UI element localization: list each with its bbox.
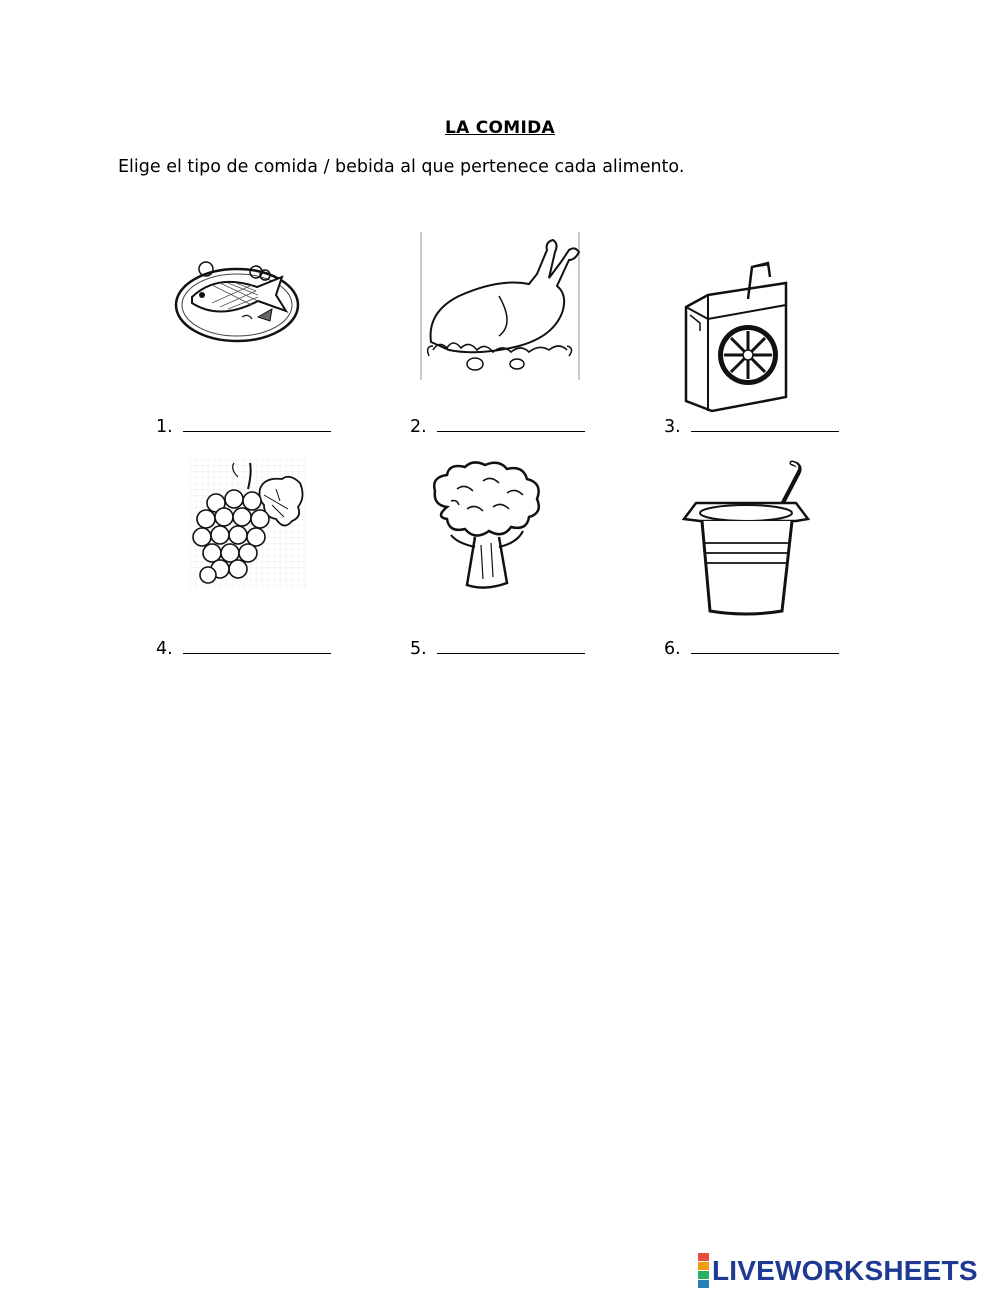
answer-input-2[interactable] <box>437 415 585 432</box>
fish-plate-icon <box>172 255 302 345</box>
logo-tile <box>698 1262 709 1270</box>
item-number: 4. <box>156 639 173 659</box>
item-number: 5. <box>410 639 427 659</box>
item-number: 1. <box>156 417 173 437</box>
answer-3 <box>664 415 839 437</box>
worksheet-instruction: Elige el tipo de comida / bebida al que pertenece cada alimento. <box>118 157 685 177</box>
logo-tiles-icon <box>698 1253 709 1288</box>
answer-5 <box>410 637 585 659</box>
broccoli-icon <box>427 459 547 591</box>
logo-tile <box>698 1271 709 1279</box>
logo-tile <box>698 1280 709 1288</box>
item-number: 6. <box>664 639 681 659</box>
grapes-icon <box>190 459 308 589</box>
answer-4 <box>156 637 331 659</box>
roast-chicken-icon <box>419 232 581 380</box>
worksheet-title: LA COMIDA <box>444 118 556 138</box>
answer-6 <box>664 637 839 659</box>
answer-1 <box>156 415 331 437</box>
answer-2 <box>410 415 585 437</box>
yogurt-cup-icon <box>680 459 812 619</box>
brand-name: LIVEWORKSHEETS <box>712 1254 978 1286</box>
answer-input-5[interactable] <box>437 637 585 654</box>
logo-tile <box>698 1253 709 1261</box>
item-number: 2. <box>410 417 427 437</box>
answer-input-6[interactable] <box>691 637 839 654</box>
liveworksheets-logo <box>698 1253 978 1288</box>
answer-input-3[interactable] <box>691 415 839 432</box>
juice-box-icon <box>682 259 794 415</box>
item-number: 3. <box>664 417 681 437</box>
answer-input-1[interactable] <box>183 415 331 432</box>
answer-input-4[interactable] <box>183 637 331 654</box>
